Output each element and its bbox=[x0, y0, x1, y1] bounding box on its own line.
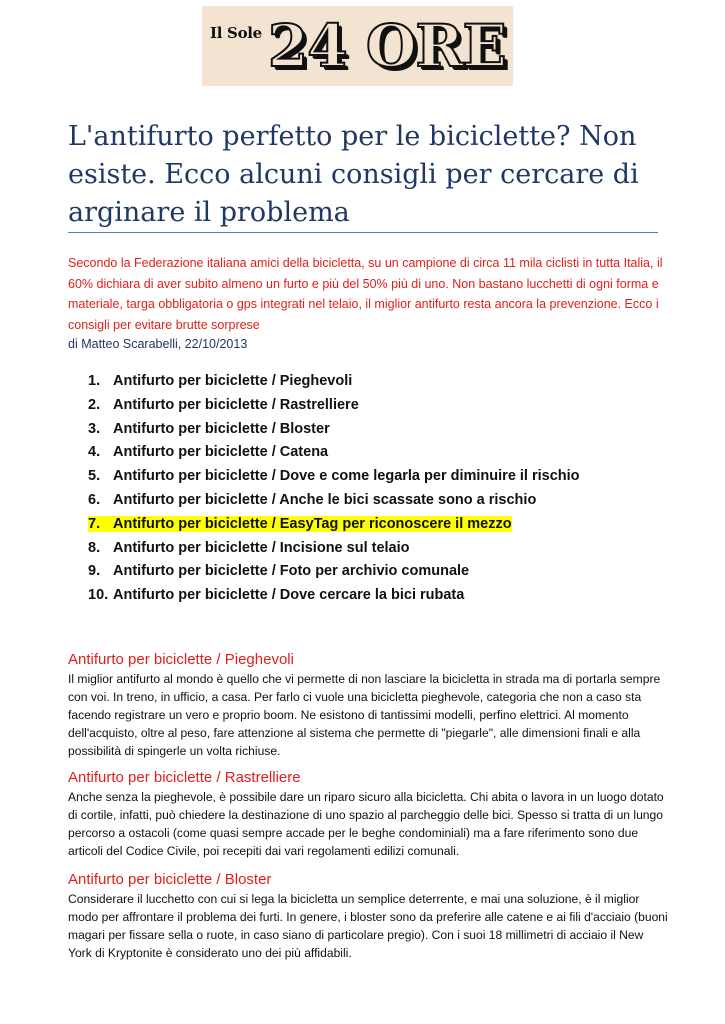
section-body: Considerare il lucchetto con cui si lega la bicicletta un semplice deterrente, e mai una soluzione, è il miglior modo per affrontare il problema dei furti. In genere, i bloster sono da preferire alle catene e ai fili d'acciaio (buoni magari per fissare sella o ruote, in caso siano di particolare pregio). Con i suoi 18 millimetri di acciaio il New York di Kryptonite è considerato uno dei più affidabili. bbox=[68, 892, 668, 960]
title-divider bbox=[68, 232, 658, 233]
article-title: L'antifurto perfetto per le biciclette? Non esiste. Ecco alcuni consigli per cercare di arginare il problema bbox=[68, 121, 639, 228]
toc-item[interactable]: 10. Antifurto per biciclette / Dove cercare la bici rubata bbox=[88, 587, 465, 604]
toc-item[interactable]: 4. Antifurto per biciclette / Catena bbox=[88, 444, 329, 461]
table-of-contents bbox=[88, 370, 648, 608]
newspaper-masthead-logo bbox=[202, 6, 513, 86]
section-heading: Antifurto per biciclette / Bloster bbox=[68, 871, 272, 888]
toc-item[interactable]: 1. Antifurto per biciclette / Pieghevoli bbox=[88, 373, 353, 389]
toc-item-highlighted[interactable] bbox=[88, 513, 648, 537]
toc-item[interactable]: 9. Antifurto per biciclette / Foto per archivio comunale bbox=[88, 563, 470, 580]
section-bloster bbox=[68, 870, 668, 962]
toc-item[interactable]: 3. Antifurto per biciclette / Bloster bbox=[88, 420, 330, 437]
highlight-marker: 7. Antifurto per biciclette / EasyTag per riconoscere il mezzo bbox=[88, 515, 512, 532]
article-lead: Secondo la Federazione italiana amici della bicicletta, su un campione di circa 11 mila ciclisti in tutta Italia, il 60% dichiara di aver subito almeno un furto e più del 50% più di uno. Non bastano lucchetti di ogni forma e materiale, targa obbligatoria o gps integrati nel telaio, il miglior antifurto resta ancora la prevenzione. Ecco i consigli per evitare brutte sorprese bbox=[68, 256, 663, 332]
section-body: Il miglior antifurto al mondo è quello che vi permette di non lasciare la bicicletta in strada ma di portarla sempre con voi. In treno, in ufficio, a casa. Per farlo ci vuole una bicicletta pieghevole, categoria che non a caso sta facendo registrare un vero e proprio boom. Ne esistono di tantissimi modelli, perfino elettrici. Al momento dell'acquisto, oltre al peso, fare attenzione al sistema che permette di "piegarle", alle dimensioni finali e alla possibilità di spingerle un volta richiuse. bbox=[68, 672, 661, 758]
section-heading: Antifurto per biciclette / Pieghevoli bbox=[68, 651, 294, 668]
toc-item[interactable]: 8. Antifurto per biciclette / Incisione sul telaio bbox=[88, 539, 410, 556]
masthead-big-text: 24 ORE bbox=[267, 12, 506, 80]
toc-item[interactable]: 5. Antifurto per biciclette / Dove e come legarla per diminuire il rischio bbox=[88, 468, 580, 485]
section-rastrelliere bbox=[68, 768, 668, 860]
toc-item[interactable]: 6. Antifurto per biciclette / Anche le bici scassate sono a rischio bbox=[88, 491, 537, 508]
section-body: Anche senza la pieghevole, è possibile dare un riparo sicuro alla bicicletta. Chi abita o lavora in un luogo dotato di cortile, infatti, può chiedere la destinazione di uno spazio al parcheggio delle bici. Spesso si tratta di un lungo percorso a ostacoli (come quasi sempre accade per le beghe condominiali) ma a fare riferimento sono due articoli del Codice Civile, poi recepiti dai vari regolamenti edilizi comunali. bbox=[68, 790, 664, 858]
toc-item[interactable]: 2. Antifurto per biciclette / Rastrelliere bbox=[88, 396, 359, 413]
section-pieghevoli bbox=[68, 650, 668, 760]
article-byline: di Matteo Scarabelli, 22/10/2013 bbox=[68, 337, 248, 351]
section-heading: Antifurto per biciclette / Rastrelliere bbox=[68, 769, 301, 786]
masthead-small-text: Il Sole bbox=[210, 24, 262, 42]
